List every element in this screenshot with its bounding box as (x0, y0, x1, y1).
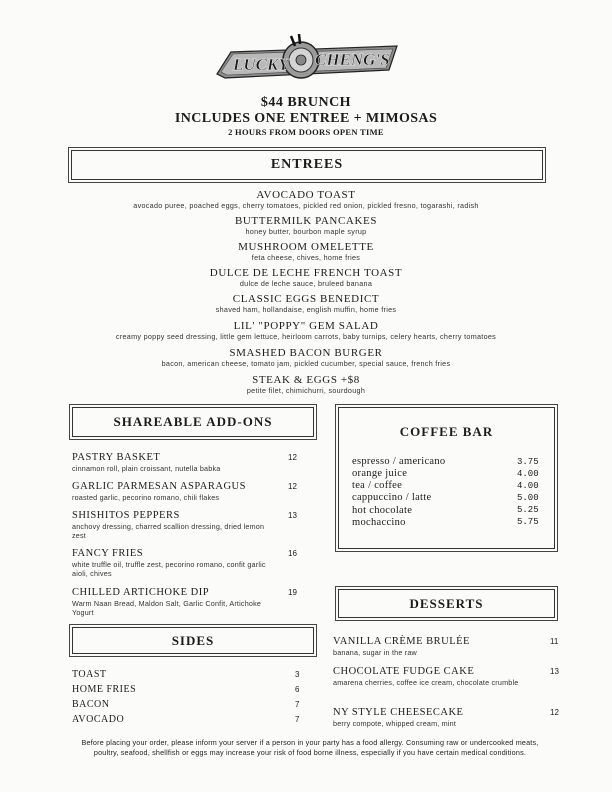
shareable-desc: Warm Naan Bread, Maldon Salt, Garlic Confit, Artichoke Yogurt (72, 599, 262, 617)
entree-name: SMASHED BACON BURGER (229, 347, 383, 359)
entree-name: CLASSIC EGGS BENEDICT (232, 293, 380, 305)
entree-name: LIL' "POPPY" GEM SALAD (233, 320, 379, 332)
coffee-item-name: orange juice (352, 468, 408, 479)
shareable-price: 12 (288, 482, 297, 491)
shareable-price: 19 (288, 588, 297, 597)
shareable-desc: roasted garlic, pecorino romano, chili flakes (72, 493, 220, 502)
shareable-price: 13 (288, 511, 297, 520)
coffee-item-name: cappuccino / latte (352, 492, 432, 503)
coffee-item-name: espresso / americano (352, 456, 446, 467)
coffee-item-price: 4.00 (517, 469, 539, 479)
desserts-title: DESSERTS (409, 596, 484, 611)
desserts-header-box (338, 589, 555, 618)
coffee-item-price: 5.00 (517, 493, 539, 503)
shareable-name: PASTRY BASKET (72, 452, 161, 463)
shareables-header-box (72, 407, 314, 437)
entree-desc: dulce de leche sauce, bruleed banana (239, 279, 373, 288)
coffee-bar-title: COFFEE BAR (399, 424, 494, 439)
shareable-desc: cinnamon roll, plain croissant, nutella babka (72, 464, 221, 473)
entree-desc: feta cheese, chives, home fries (251, 253, 361, 262)
time-limit-note: 2 HOURS FROM DOORS OPEN TIME (228, 127, 384, 137)
shareable-name: SHISHITOS PEPPERS (72, 510, 180, 521)
svg-text:LUCKY: LUCKY (233, 55, 289, 74)
coffee-item-price: 4.00 (517, 481, 539, 491)
side-name: HOME FRIES (72, 684, 137, 695)
entrees-header-box (71, 150, 543, 180)
shareable-price: 12 (288, 453, 297, 462)
side-price: 7 (295, 715, 300, 724)
coffee-item-price: 3.75 (517, 457, 539, 467)
shareable-price: 16 (288, 549, 297, 558)
includes-heading: INCLUDES ONE ENTREE + MIMOSAS (174, 111, 438, 126)
dessert-desc: banana, sugar in the raw (333, 648, 417, 657)
dessert-name: VANILLA CRÈME BRULÉE (333, 636, 470, 647)
lucky-chengs-logo (211, 34, 405, 86)
coffee-item-price: 5.25 (517, 505, 539, 515)
dessert-price: 12 (550, 708, 559, 717)
shareable-desc: white truffle oil, truffle zest, pecorino romano, confit garlic aioli, chives (72, 560, 266, 578)
entree-desc: honey butter, bourbon maple syrup (245, 227, 367, 236)
entree-desc: avocado puree, poached eggs, cherry tomatoes, pickled red onion, pickled fresno, togarashi, radish (133, 201, 479, 210)
entrees-title: ENTREES (270, 157, 344, 172)
side-name: BACON (72, 699, 110, 710)
entree-desc: creamy poppy seed dressing, little gem lettuce, heirloom carrots, baby turnips, celery hearts, cherry tomatoes (115, 332, 497, 341)
sides-title: SIDES (171, 633, 215, 648)
entree-name: MUSHROOM OMELETTE (238, 241, 374, 253)
dessert-price: 13 (550, 667, 559, 676)
shareable-name: GARLIC PARMESAN ASPARAGUS (72, 481, 246, 492)
dessert-name: NY STYLE CHEESECAKE (333, 707, 464, 718)
coffee-item-name: mochaccino (352, 517, 406, 527)
shareables-title: SHAREABLE ADD-ONS (113, 414, 273, 429)
coffee-item-name: tea / coffee (352, 480, 403, 491)
side-name: AVOCADO (72, 714, 125, 725)
dessert-price: 11 (550, 637, 559, 646)
dessert-desc: amarena cherries, coffee ice cream, chocolate crumble (333, 678, 519, 687)
entree-name: BUTTERMILK PANCAKES (234, 215, 378, 227)
price-heading: $44 BRUNCH (260, 95, 352, 110)
entree-desc: bacon, american cheese, tomato jam, pickled cucumber, special sauce, french fries (161, 359, 451, 368)
entree-name: DULCE DE LECHE FRENCH TOAST (209, 267, 403, 279)
shareable-desc: anchovy dressing, charred scallion dressing, dried lemon zest (72, 522, 265, 540)
shareable-name: FANCY FRIES (72, 548, 144, 559)
shareable-name: CHILLED ARTICHOKE DIP (72, 587, 210, 598)
side-price: 6 (295, 685, 300, 694)
entree-desc: shaved ham, hollandaise, english muffin, home fries (215, 305, 397, 314)
coffee-item-price: 5.75 (517, 517, 539, 527)
entree-name: STEAK & EGGS +$8 (252, 374, 360, 386)
dessert-name: CHOCOLATE FUDGE CAKE (333, 666, 475, 677)
side-price: 3 (295, 670, 300, 679)
coffee-item-name: hot chocolate (352, 505, 413, 516)
entree-desc: petite filet, chimichurri, sourdough (246, 386, 366, 395)
allergy-notice: Before placing your order, please inform your server if a person in your party has a food allergy. Consuming raw or undercooked meats, poultry, seafood, shellfish or eggs may increase your risk of food borne illness, especially if you have certain medical conditions. (81, 738, 539, 757)
side-name: TOAST (72, 669, 107, 680)
sides-header-box (72, 627, 314, 654)
dessert-desc: berry compote, whipped cream, mint (333, 719, 457, 728)
entree-name: AVOCADO TOAST (256, 189, 356, 201)
side-price: 7 (295, 700, 300, 709)
svg-text:CHENG'S: CHENG'S (315, 50, 390, 69)
